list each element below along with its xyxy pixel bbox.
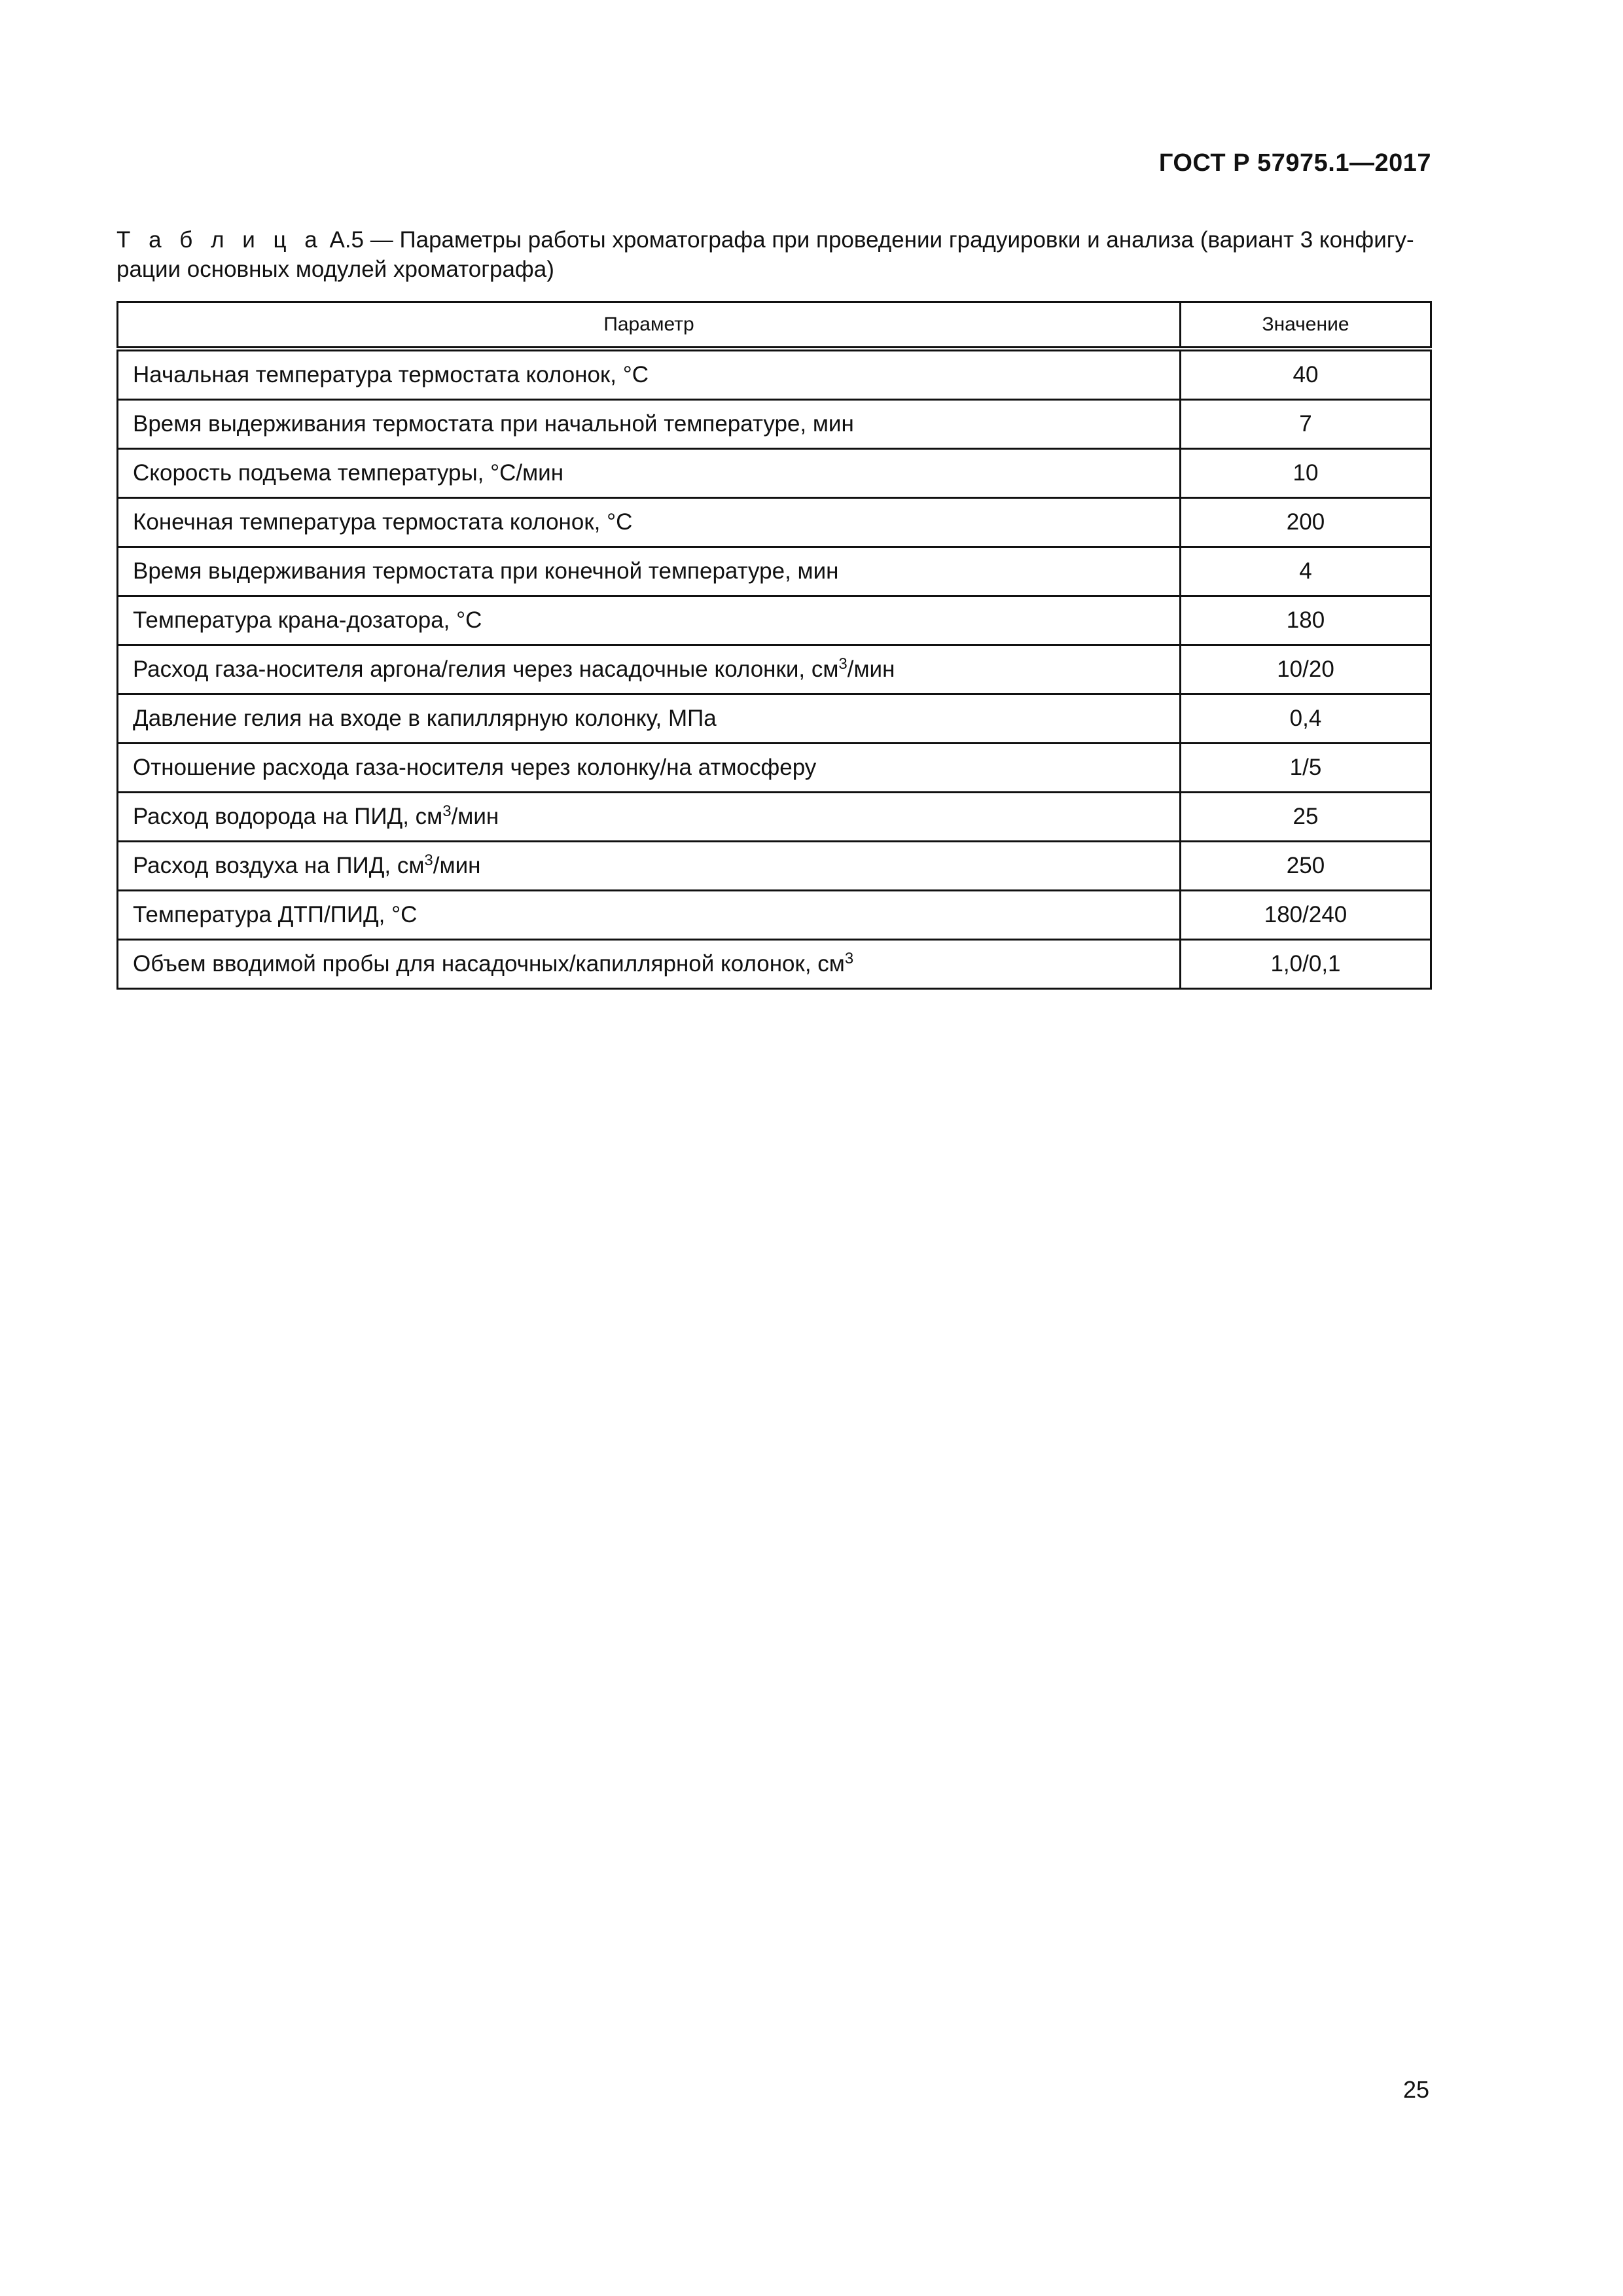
parameter-text: Расход воздуха на ПИД, см: [133, 853, 425, 878]
parameter-superscript: 3: [424, 852, 433, 869]
parameter-text: Конечная температура термостата колонок, °С: [133, 509, 633, 535]
value-cell: 200: [1181, 498, 1431, 547]
value-cell: 4: [1181, 547, 1431, 596]
table-row: [118, 891, 1431, 940]
table-row: [118, 498, 1431, 547]
value-cell: 180: [1181, 596, 1431, 645]
table-row: [118, 842, 1431, 891]
parameter-unit-suffix: /мин: [847, 656, 895, 682]
parameter-unit-suffix: /мин: [433, 853, 481, 878]
table-row: [118, 449, 1431, 498]
parameter-cell: [118, 547, 1181, 596]
parameter-cell: [118, 498, 1181, 547]
parameter-cell: [118, 940, 1181, 989]
parameter-text: Давление гелия на входе в капиллярную колонку, МПа: [133, 706, 717, 731]
table-caption-text: — Параметры работы хроматографа при проведении градуировки и анализа (вариант 3 конфигу-рации основных модулей хроматографа): [116, 227, 1414, 282]
value-cell: 1,0/0,1: [1181, 940, 1431, 989]
value-cell: 0,4: [1181, 694, 1431, 744]
table-row: [118, 940, 1431, 989]
parameter-text: Время выдерживания термостата при конечной температуре, мин: [133, 558, 839, 584]
parameter-cell: [118, 645, 1181, 694]
parameters-table: [116, 301, 1432, 990]
value-cell: 7: [1181, 400, 1431, 449]
parameter-cell: [118, 842, 1181, 891]
table-row: [118, 645, 1431, 694]
value-cell: 10: [1181, 449, 1431, 498]
column-header-value: Значение: [1181, 302, 1431, 350]
table-row: [118, 547, 1431, 596]
parameter-cell: [118, 694, 1181, 744]
parameter-text: Время выдерживания термостата при начальной температуре, мин: [133, 411, 854, 437]
parameter-text: Температура ДТП/ПИД, °С: [133, 902, 418, 927]
parameter-superscript: 3: [442, 802, 452, 820]
parameter-text: Температура крана-дозатора, °С: [133, 607, 482, 633]
parameter-text: Расход водорода на ПИД, см: [133, 804, 443, 829]
parameter-text: Отношение расхода газа-носителя через колонку/на атмосферу: [133, 755, 817, 780]
value-cell: 10/20: [1181, 645, 1431, 694]
table-caption-number: А.5: [329, 227, 365, 253]
table-row: [118, 694, 1431, 744]
table-row: [118, 793, 1431, 842]
value-cell: 25: [1181, 793, 1431, 842]
table-caption-label: Т а б л и ц а: [116, 227, 323, 253]
parameter-cell: [118, 891, 1181, 940]
table-row: [118, 596, 1431, 645]
value-cell: 250: [1181, 842, 1431, 891]
parameter-cell: [118, 596, 1181, 645]
parameter-cell: [118, 744, 1181, 793]
parameter-text: Расход газа-носителя аргона/гелия через насадочные колонки, см: [133, 656, 839, 682]
document-standard-number: ГОСТ Р 57975.1—2017: [1158, 149, 1431, 177]
table-row: [118, 349, 1431, 400]
parameter-cell: [118, 449, 1181, 498]
parameter-text: Начальная температура термостата колонок, °С: [133, 362, 649, 387]
parameter-cell: [118, 400, 1181, 449]
parameter-cell: [118, 793, 1181, 842]
parameter-cell: [118, 349, 1181, 400]
parameter-superscript: 3: [838, 655, 847, 673]
value-cell: 180/240: [1181, 891, 1431, 940]
table-row: [118, 744, 1431, 793]
value-cell: 1/5: [1181, 744, 1431, 793]
parameter-superscript: 3: [844, 950, 854, 967]
parameter-text: Объем вводимой пробы для насадочных/капиллярной колонок, см: [133, 951, 845, 977]
table-caption: [116, 225, 1433, 284]
table-row: [118, 400, 1431, 449]
parameter-unit-suffix: /мин: [451, 804, 499, 829]
value-cell: 40: [1181, 349, 1431, 400]
page-number: 25: [1402, 2076, 1429, 2103]
table-header-row: [118, 302, 1431, 350]
column-header-parameter: Параметр: [118, 302, 1181, 350]
parameter-text: Скорость подъема температуры, °С/мин: [133, 460, 564, 486]
